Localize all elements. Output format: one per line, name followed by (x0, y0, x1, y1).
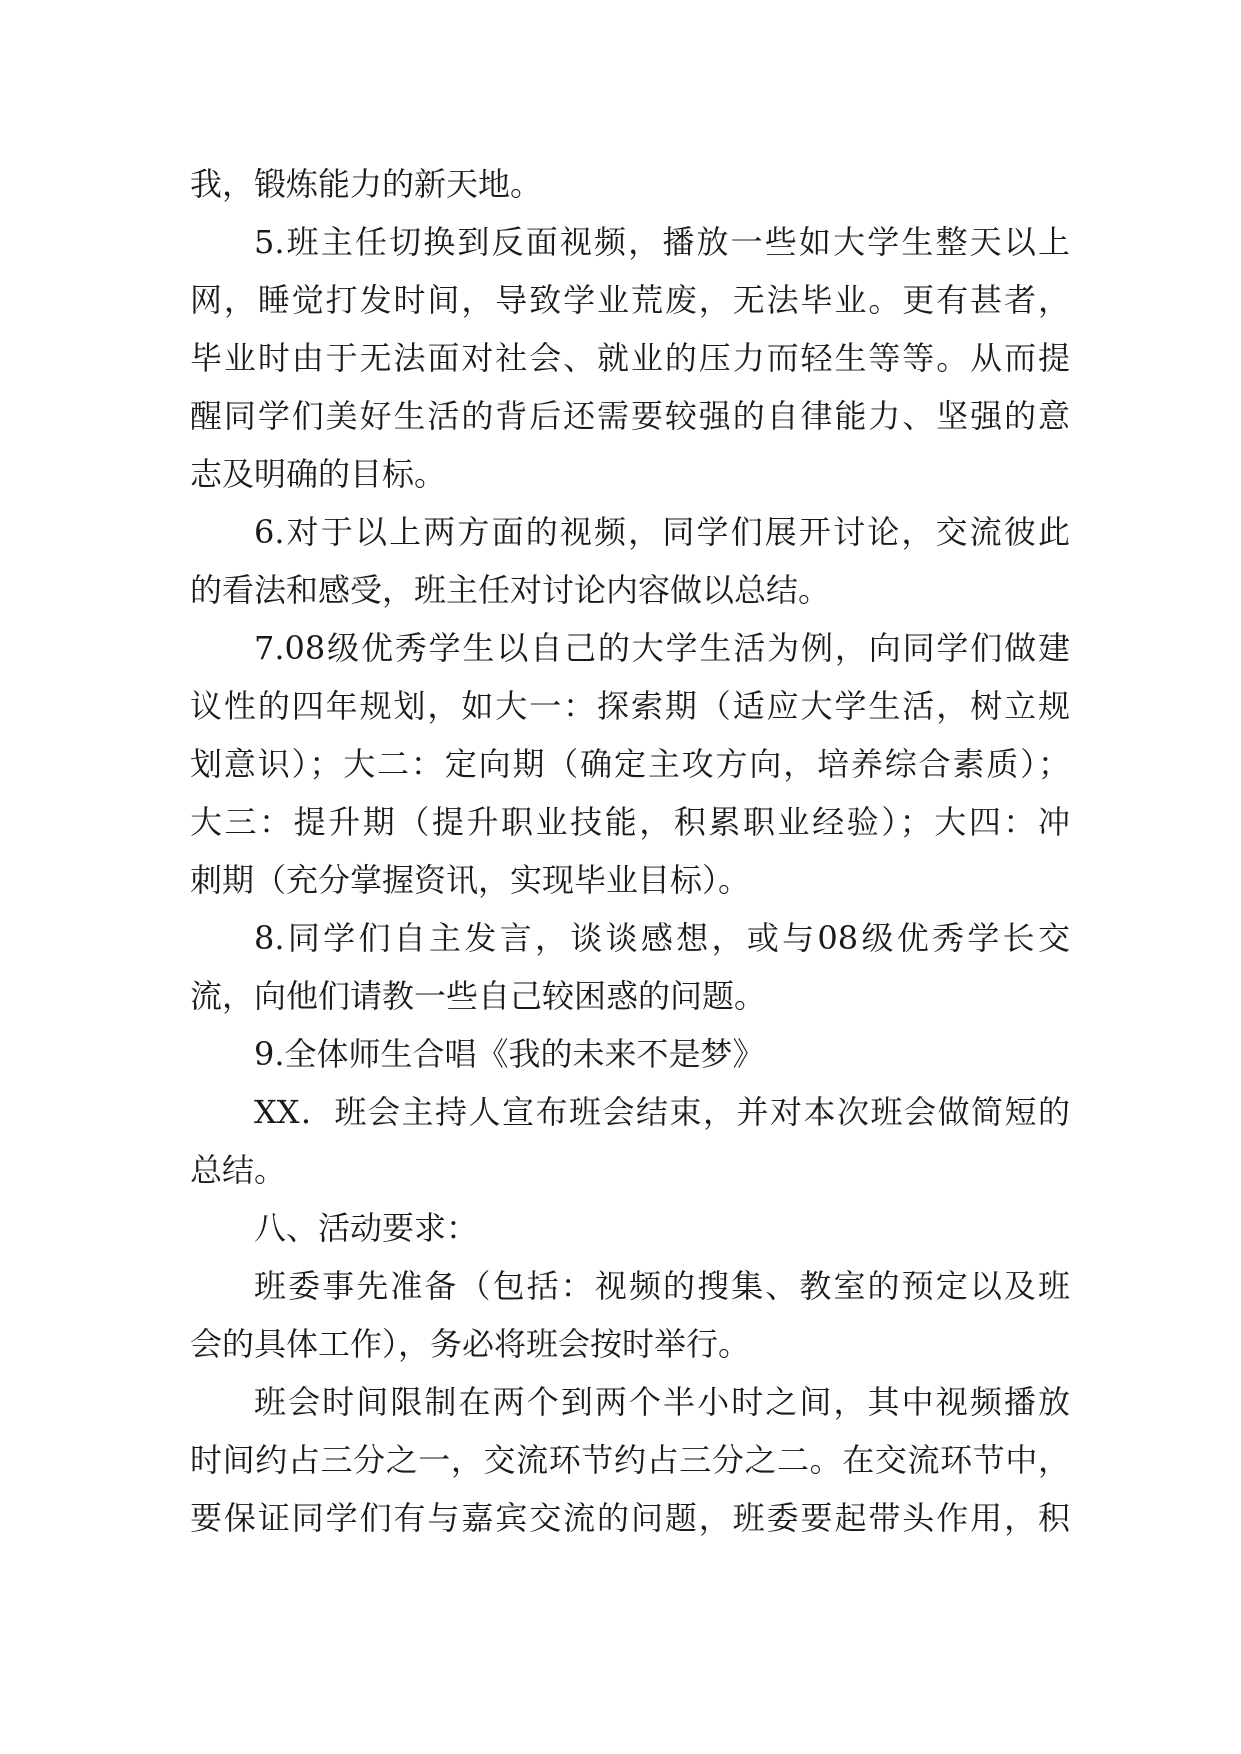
text-line: XX．班会主持人宣布班会结束，并对本次班会做简短的 (254, 1093, 1070, 1131)
text-line: 八、活动要求： (254, 1209, 479, 1247)
text-line: 6.对于以上两方面的视频，同学们展开讨论，交流彼此 (254, 513, 1070, 551)
text-line: 7.08级优秀学生以自己的大学生活为例，向同学们做建 (254, 629, 1070, 667)
text-line: 会的具体工作），务必将班会按时举行。 (190, 1325, 751, 1363)
text-line: 总结。 (190, 1151, 287, 1189)
text-line: 时间约占三分之一，交流环节约占三分之二。在交流环节中， (190, 1441, 1070, 1479)
text-line: 刺期（充分掌握资讯，实现毕业目标）。 (190, 861, 751, 899)
text-line: 流，向他们请教一些自己较困惑的问题。 (190, 977, 767, 1015)
text-line: 醒同学们美好生活的背后还需要较强的自律能力、坚强的意 (190, 397, 1070, 435)
text-line: 8.同学们自主发言，谈谈感想，或与08级优秀学长交 (254, 919, 1070, 957)
text-line: 我，锻炼能力的新天地。 (190, 165, 543, 203)
text-line: 议性的四年规划，如大一：探索期（适应大学生活，树立规 (190, 687, 1070, 725)
text-line: 的看法和感受，班主任对讨论内容做以总结。 (190, 571, 831, 609)
text-line: 5.班主任切换到反面视频，播放一些如大学生整天以上 (254, 223, 1070, 261)
text-line: 要保证同学们有与嘉宾交流的问题，班委要起带头作用，积 (190, 1499, 1070, 1537)
text-line: 划意识）；大二：定向期（确定主攻方向，培养综合素质）； (190, 745, 1070, 783)
text-line: 网，睡觉打发时间，导致学业荒废，无法毕业。更有甚者， (190, 281, 1070, 319)
text-line: 大三：提升期（提升职业技能，积累职业经验）；大四：冲 (190, 803, 1070, 841)
text-line: 9.全体师生合唱《我的未来不是梦》 (254, 1035, 765, 1073)
text-line: 毕业时由于无法面对社会、就业的压力而轻生等等。从而提 (190, 339, 1070, 377)
text-line: 班委事先准备（包括：视频的搜集、教室的预定以及班 (254, 1267, 1070, 1305)
text-line: 志及明确的目标。 (190, 455, 447, 493)
text-line: 班会时间限制在两个到两个半小时之间，其中视频播放 (254, 1383, 1070, 1421)
document-body-text (190, 155, 1070, 1547)
